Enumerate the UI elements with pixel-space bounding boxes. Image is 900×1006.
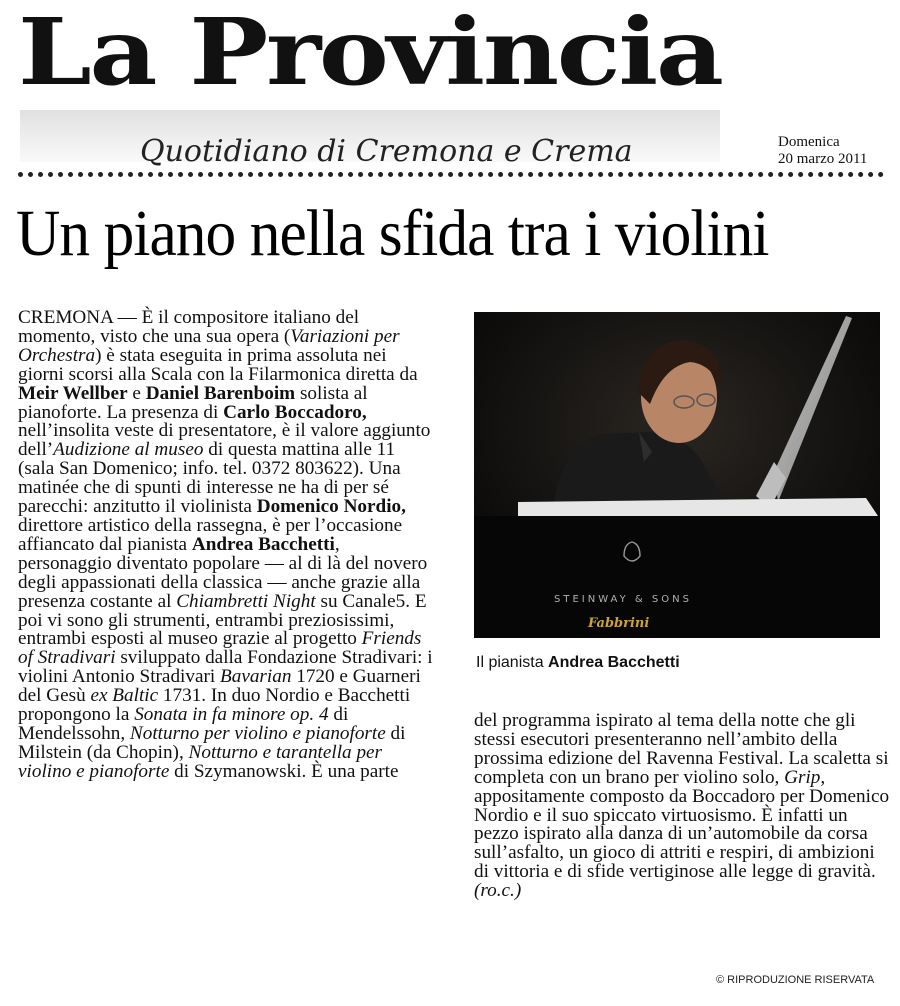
body-text: nell’insolita veste di presentatore, è il valore aggiunto dell’ — [18, 420, 431, 461]
body-text: di questa mattina alle 11 (sala San Domenico; info. tel. 0372 803622). Una matinée che di spunti di interesse ne ha di per sé parecchi: anzitutto il violinista — [18, 439, 401, 518]
body-text: 1731. In duo Nordio e Bacchetti propongono la — [18, 685, 411, 726]
body-text: di Szymanowski. È una parte — [169, 760, 399, 782]
dateline-day: Domenica — [778, 134, 840, 150]
dotted-rule — [18, 172, 884, 177]
body-text: ) è stata eseguita in prima assoluta nei giorni scorsi alla Scala con la Filarmonica diretta da — [18, 344, 418, 385]
pianist-photo — [474, 312, 880, 638]
body-text: appositamente composto da Boccadoro per Domenico Nordio e il suo spiccato virtuosismo. È infatti un pezzo ispirato alla danza di un’automobile da corsa sull’asfalto, un gioco di attriti e respiri, di ambizioni di vittoria e di sfide vertiginose alle legge di gravità. — [474, 785, 890, 883]
italic-title: Audizione al museo — [53, 439, 204, 461]
italic-title: Sonata in fa minore op. 4 — [134, 704, 329, 726]
body-text: su Canale5. E poi vi sono gli strumenti, entrambi preziosissimi, entrambi esposti al museo grazie al progetto — [18, 590, 427, 650]
bold-name: Andrea Bacchetti — [191, 533, 335, 555]
bold-name: Carlo Boccadoro, — [223, 401, 367, 423]
body-text: di Mendelssohn, — [18, 704, 349, 744]
body-text: di Milstein (da Chopin), — [18, 722, 406, 763]
piano-brand: STEINWAY & SONS — [554, 594, 692, 605]
italic-title: Variazioni per Orchestra — [18, 325, 400, 366]
masthead-tagline: Quotidiano di Cremona e Crema — [140, 134, 633, 169]
body-text: , personaggio diventato popolare — al di là del novero degli appassionati della classica — anche grazie alla presenza costante al — [18, 533, 428, 612]
body-text: e — [127, 382, 146, 404]
masthead-name: La Provincia — [18, 0, 722, 106]
caption-prefix: Il pianista — [476, 654, 549, 671]
dealer-mark: Fabbrini — [588, 616, 650, 631]
bold-name: Daniel Barenboim — [145, 382, 296, 404]
bold-name: Domenico Nordio, — [256, 496, 406, 518]
photo-caption — [476, 654, 680, 672]
italic-title: Friends of Stradivari — [18, 628, 422, 669]
italic-title: Notturno e tarantella per violino e pianoforte — [18, 741, 383, 782]
body-text: solista al pianoforte. La presenza di — [18, 382, 368, 423]
body-text: sviluppato dalla Fondazione Stradivari: i violini Antonio Stradivari — [18, 647, 433, 688]
body-text: del programma ispirato al tema della notte che gli stessi esecutori presenteranno nell’ambito della prossima edizione del Ravenna Festival. La scaletta si completa con un brano per violino solo, — [474, 710, 889, 788]
italic-title: (ro.c.) — [474, 880, 522, 902]
body-text: CREMONA — È il compositore italiano del momento, visto che una sua opera ( — [18, 307, 360, 347]
masthead — [18, 0, 778, 169]
caption-name: Andrea Bacchetti — [548, 654, 680, 671]
headline: Un piano nella sfida tra i violini — [16, 197, 769, 270]
dateline-date: 20 marzo 2011 — [778, 151, 868, 167]
article-right-column — [474, 712, 892, 901]
article-left-column — [18, 309, 436, 782]
bold-name: Meir Wellber — [18, 382, 128, 404]
rights-notice: © RIPRODUZIONE RISERVATA — [716, 974, 875, 986]
body-text: 1720 e Guarneri del Gesù — [18, 666, 421, 707]
italic-title: Bavarian — [220, 666, 292, 688]
photo — [474, 312, 880, 638]
italic-title: ex Baltic — [90, 685, 159, 707]
dateline — [778, 134, 867, 168]
italic-title: Notturno per violino e pianoforte — [129, 722, 386, 744]
body-text: direttore artistico della rassegna, è per l’occasione affiancato dal pianista — [18, 514, 403, 555]
italic-title: Chiambretti Night — [176, 590, 316, 612]
italic-title: Grip, — [784, 766, 826, 788]
